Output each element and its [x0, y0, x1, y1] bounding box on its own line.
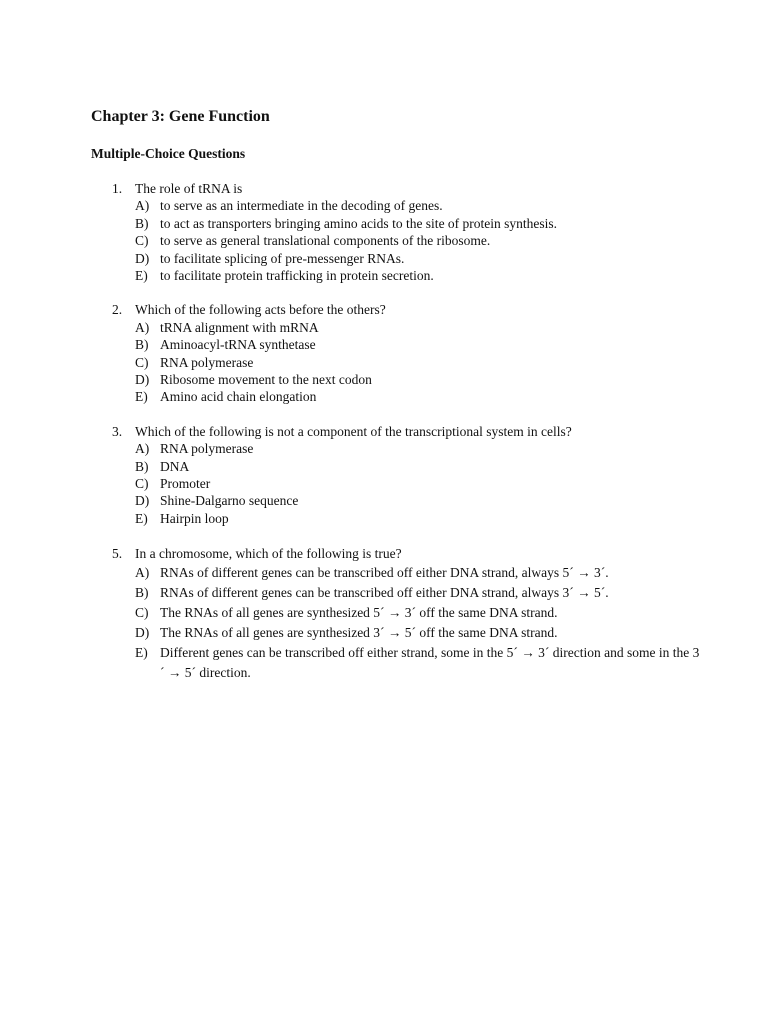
- section-heading: Multiple-Choice Questions: [91, 146, 246, 161]
- option-letter: D): [135, 372, 150, 388]
- option-c: [112, 603, 712, 623]
- question-5: [112, 544, 712, 683]
- option-c: [112, 354, 712, 371]
- option-a: [112, 440, 712, 457]
- option-text: Hairpin loop: [160, 510, 229, 526]
- option-b: [112, 583, 712, 603]
- option-letter: E): [135, 268, 148, 284]
- option-text: Shine-Dalgarno sequence: [160, 493, 299, 509]
- question-text: The role of tRNA is: [135, 181, 243, 196]
- question-text: In a chromosome, which of the following is true?: [135, 546, 402, 562]
- option-text: Promoter: [160, 476, 211, 492]
- option-text: Different genes can be transcribed off either strand, some in the 5´ → 3´ direction and some in the 3´ → 5´ direction.: [160, 645, 700, 681]
- option-letter: A): [135, 319, 150, 335]
- question-3: [112, 423, 712, 527]
- option-d: [112, 250, 712, 267]
- question-1: [112, 180, 712, 284]
- question-stem: [112, 544, 712, 563]
- question-text: Which of the following is not a component of the transcriptional system in cells?: [135, 423, 572, 439]
- question-number: 2.: [112, 302, 123, 318]
- option-e: [112, 267, 712, 284]
- option-b: [112, 336, 712, 353]
- option-text: to serve as general translational components of the ribosome.: [160, 233, 491, 249]
- option-text: tRNA alignment with mRNA: [160, 319, 319, 335]
- question-list: [112, 180, 712, 700]
- option-letter: D): [135, 250, 150, 266]
- option-letter: A): [135, 441, 150, 457]
- option-text: RNAs of different genes can be transcribed off either DNA strand, always 5´ → 3´.: [160, 565, 609, 581]
- option-text: The RNAs of all genes are synthesized 3´ → 5´ off the same DNA strand.: [160, 625, 558, 641]
- option-text: RNA polymerase: [160, 354, 254, 370]
- option-d: [112, 623, 712, 643]
- question-stem: [112, 423, 712, 440]
- option-b: [112, 215, 712, 232]
- option-letter: B): [135, 458, 149, 474]
- option-e: [112, 388, 712, 405]
- option-letter: E): [135, 645, 148, 661]
- option-letter: C): [135, 476, 149, 492]
- option-b: [112, 458, 712, 475]
- option-text: DNA: [160, 458, 190, 474]
- option-letter: A): [135, 565, 150, 581]
- option-letter: D): [135, 493, 150, 509]
- option-text: to facilitate splicing of pre-messenger RNAs.: [160, 250, 405, 266]
- option-text: The RNAs of all genes are synthesized 5´ → 3´ off the same DNA strand.: [160, 605, 558, 621]
- question-2: [112, 301, 712, 405]
- option-text: RNA polymerase: [160, 441, 254, 457]
- option-c: [112, 232, 712, 249]
- option-a: [112, 197, 712, 214]
- question-number: 1.: [112, 181, 123, 196]
- option-text: to serve as an intermediate in the decoding of genes.: [160, 198, 443, 214]
- option-d: [112, 492, 712, 509]
- option-letter: C): [135, 605, 149, 621]
- option-letter: B): [135, 337, 149, 353]
- option-text: Aminoacyl-tRNA synthetase: [160, 337, 316, 353]
- question-text: Which of the following acts before the others?: [135, 302, 386, 318]
- option-c: [112, 475, 712, 492]
- question-stem: [112, 301, 712, 318]
- option-letter: B): [135, 215, 149, 231]
- option-letter: C): [135, 233, 149, 249]
- option-letter: D): [135, 625, 150, 641]
- question-number: 3.: [112, 423, 123, 439]
- chapter-title: Chapter 3: Gene Function: [91, 108, 270, 125]
- question-number: 5.: [112, 546, 123, 562]
- option-letter: B): [135, 585, 149, 601]
- option-text: Amino acid chain elongation: [160, 389, 317, 405]
- option-e: [112, 643, 712, 683]
- option-letter: E): [135, 510, 148, 526]
- option-e: [112, 510, 712, 527]
- option-d: [112, 371, 712, 388]
- option-letter: E): [135, 389, 148, 405]
- option-text: to facilitate protein trafficking in protein secretion.: [160, 268, 434, 284]
- option-a: [112, 563, 712, 583]
- question-stem: [112, 180, 712, 197]
- option-letter: A): [135, 198, 150, 214]
- option-text: RNAs of different genes can be transcribed off either DNA strand, always 3´ → 5´.: [160, 585, 609, 601]
- option-letter: C): [135, 354, 149, 370]
- option-text: to act as transporters bringing amino acids to the site of protein synthesis.: [160, 215, 558, 231]
- option-text: Ribosome movement to the next codon: [160, 372, 372, 388]
- option-a: [112, 319, 712, 336]
